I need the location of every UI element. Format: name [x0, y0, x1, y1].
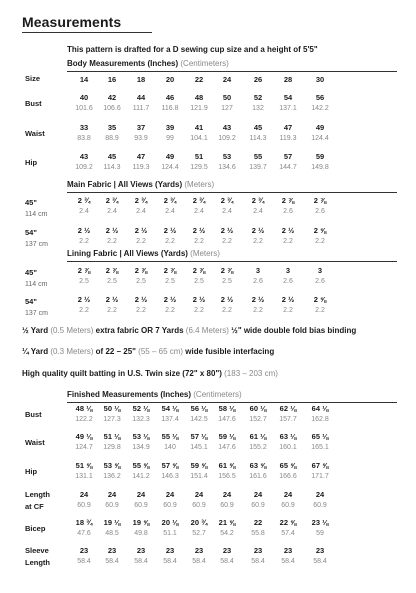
cm-cell: 149.8: [311, 164, 329, 171]
note-text: extra fabric OR 7 Yards: [95, 326, 186, 335]
yard-cell: 2 ½: [251, 295, 265, 304]
title-divider: [22, 32, 152, 33]
cm-cell: 124.7: [75, 444, 93, 451]
inch-cell: 43: [222, 123, 232, 132]
cm-cell: 116.8: [161, 105, 179, 112]
finished-measurements-heading-text: Finished Measurements (Inches): [67, 390, 194, 399]
inch-cell: 56 ⅛: [190, 404, 208, 413]
yard-cell: 2 ½: [192, 295, 206, 304]
inch-cell: 59: [315, 152, 325, 161]
cm-cell: 146.3: [161, 473, 179, 480]
yard-cell: 3: [255, 266, 261, 275]
inch-cell: 20 ⅛: [161, 518, 179, 527]
inch-cell: 23: [283, 546, 293, 555]
inch-cell: 52 ⅛: [132, 404, 150, 413]
cm-cell: 49.8: [134, 530, 148, 537]
cm-cell: 144.7: [279, 164, 297, 171]
cm-cell: 147.6: [218, 444, 236, 451]
fabric-width-metric-label: 114 cm: [25, 281, 48, 288]
inch-cell: 45: [253, 123, 263, 132]
meter-cell: 2.2: [283, 238, 293, 245]
lining-fabric-heading-divider: [67, 261, 397, 262]
inch-cell: 47: [283, 123, 293, 132]
yard-cell: 2 ¾: [251, 196, 265, 205]
meter-cell: 2.6: [283, 208, 293, 215]
cm-cell: 134.9: [132, 444, 150, 451]
meter-cell: 2.4: [107, 208, 117, 215]
size-cell: 28: [283, 75, 293, 84]
size-label: Size: [25, 74, 41, 83]
fabric-width-metric-label: 137 cm: [25, 310, 48, 317]
inch-cell: 63 ⅛: [279, 432, 297, 441]
inch-cell: 46: [165, 93, 175, 102]
inch-cell: 51 ⅛: [103, 432, 121, 441]
cm-cell: 55.8: [251, 530, 265, 537]
body-row-label: Hip: [25, 158, 38, 167]
inch-cell: 50 ⅛: [103, 404, 121, 413]
cm-cell: 151.4: [190, 473, 208, 480]
yard-cell: 2 ⅞: [313, 196, 327, 205]
cm-cell: 160.1: [279, 444, 297, 451]
intro-text: This pattern is drafted for a D sewing cup size and a height of 5'5": [67, 45, 318, 54]
cm-cell: 58.4: [77, 558, 91, 565]
inch-cell: 24: [79, 490, 89, 499]
inch-cell: 57 ⅝: [161, 461, 179, 470]
finished-row-label: Hip: [25, 467, 38, 476]
cm-cell: 58.4: [281, 558, 295, 565]
meter-cell: 2.4: [79, 208, 89, 215]
yard-cell: 2 ½: [134, 295, 148, 304]
cm-cell: 124.4: [311, 135, 329, 142]
finished-row-label: Sleeve: [25, 546, 49, 555]
inch-cell: 49: [315, 123, 325, 132]
cm-cell: 60.9: [281, 502, 295, 509]
inch-cell: 53 ⅛: [132, 432, 150, 441]
cm-cell: 124.4: [161, 164, 179, 171]
cm-cell: 162.8: [311, 416, 329, 423]
inch-cell: 23 ⅛: [311, 518, 329, 527]
meter-cell: 2.4: [222, 208, 232, 215]
finished-measurements-heading-divider: [67, 402, 397, 403]
main-fabric-heading: [67, 180, 214, 189]
finished-measurements-heading-metric: (Centimeters): [193, 390, 242, 399]
inch-cell: 61 ⅝: [218, 461, 236, 470]
inch-cell: 50: [222, 93, 232, 102]
cm-cell: 134.6: [218, 164, 236, 171]
meter-cell: 2.4: [165, 208, 175, 215]
inch-cell: 51: [194, 152, 204, 161]
finished-row-label-line2: Length: [25, 558, 50, 567]
inch-cell: 48: [194, 93, 204, 102]
size-cell: 14: [79, 75, 89, 84]
meter-cell: 2.5: [222, 278, 232, 285]
size-cell: 16: [107, 75, 117, 84]
inch-cell: 23: [107, 546, 117, 555]
main-fabric-heading-text: Main Fabric | All Views (Yards): [67, 180, 185, 189]
inch-cell: 45: [107, 152, 117, 161]
cm-cell: 140: [164, 444, 176, 451]
cm-cell: 58.4: [134, 558, 148, 565]
cm-cell: 60.9: [220, 502, 234, 509]
meter-cell: 2.4: [136, 208, 146, 215]
cm-cell: 83.8: [77, 135, 91, 142]
cm-cell: 58.4: [220, 558, 234, 565]
inch-cell: 19 ⅛: [103, 518, 121, 527]
inch-cell: 62 ⅛: [279, 404, 297, 413]
cm-cell: 58.4: [192, 558, 206, 565]
inch-cell: 19 ⅝: [132, 518, 150, 527]
cm-cell: 47.6: [77, 530, 91, 537]
fabric-width-label: 45": [25, 198, 37, 207]
note-metric: (0.3 Meters): [50, 347, 96, 356]
cm-cell: 88.9: [105, 135, 119, 142]
inch-cell: 56: [315, 93, 325, 102]
meter-cell: 2.2: [136, 238, 146, 245]
cm-cell: 109.2: [218, 135, 236, 142]
inch-cell: 47: [136, 152, 146, 161]
inch-cell: 49: [165, 152, 175, 161]
inch-cell: 48 ⅛: [75, 404, 93, 413]
cm-cell: 51.1: [163, 530, 177, 537]
yard-cell: 2 ½: [192, 226, 206, 235]
cm-cell: 157.7: [279, 416, 297, 423]
note-text: ¼ Yard: [22, 347, 51, 356]
yard-cell: 2 ⅞: [134, 266, 148, 275]
size-cell: 22: [194, 75, 204, 84]
cm-cell: 156.5: [218, 473, 236, 480]
cm-cell: 171.7: [311, 473, 329, 480]
meter-cell: 2.2: [136, 307, 146, 314]
yard-cell: 2 ⅞: [105, 266, 119, 275]
cm-cell: 114.3: [103, 164, 121, 171]
inch-cell: 54 ⅛: [161, 404, 179, 413]
cm-cell: 147.6: [218, 416, 236, 423]
meter-cell: 2.2: [107, 307, 117, 314]
yard-cell: 2 ⅝: [313, 226, 327, 235]
body-measurements-heading-text: Body Measurements (Inches): [67, 59, 181, 68]
meter-cell: 2.4: [194, 208, 204, 215]
meter-cell: 2.2: [79, 307, 89, 314]
inch-cell: 24: [194, 490, 204, 499]
yard-cell: 2 ¾: [220, 196, 234, 205]
inch-cell: 61 ⅛: [249, 432, 267, 441]
cm-cell: 93.9: [134, 135, 148, 142]
lining-fabric-heading-metric: (Meters): [190, 249, 220, 258]
supply-note: [22, 326, 356, 335]
inch-cell: 23: [253, 546, 263, 555]
meter-cell: 2.2: [79, 238, 89, 245]
yard-cell: 2 ½: [77, 295, 91, 304]
cm-cell: 119.3: [279, 135, 297, 142]
inch-cell: 65 ⅝: [279, 461, 297, 470]
inch-cell: 20 ¾: [190, 518, 208, 527]
meter-cell: 2.2: [165, 238, 175, 245]
note-text: ½ Yard: [22, 326, 51, 335]
note-text: of 22 – 25": [95, 347, 139, 356]
lining-fabric-heading: [67, 249, 220, 258]
inch-cell: 23: [315, 546, 325, 555]
inch-cell: 35: [107, 123, 117, 132]
inch-cell: 24: [253, 490, 263, 499]
inch-cell: 37: [136, 123, 146, 132]
meter-cell: 2.5: [79, 278, 89, 285]
cm-cell: 137.1: [279, 105, 297, 112]
meter-cell: 2.2: [315, 238, 325, 245]
main-fabric-heading-divider: [67, 192, 397, 193]
yard-cell: 2 ¾: [134, 196, 148, 205]
cm-cell: 60.9: [313, 502, 327, 509]
inch-cell: 24: [165, 490, 175, 499]
cm-cell: 60.9: [134, 502, 148, 509]
inch-cell: 23: [136, 546, 146, 555]
note-metric: (55 – 65 cm): [138, 347, 186, 356]
cm-cell: 48.5: [105, 530, 119, 537]
inch-cell: 44: [136, 93, 146, 102]
finished-row-label: Bicep: [25, 524, 46, 533]
yard-cell: 2 ½: [105, 226, 119, 235]
cm-cell: 142.2: [311, 105, 329, 112]
meter-cell: 2.2: [194, 238, 204, 245]
cm-cell: 52.7: [192, 530, 206, 537]
meter-cell: 2.2: [194, 307, 204, 314]
meter-cell: 2.2: [253, 238, 263, 245]
cm-cell: 60.9: [77, 502, 91, 509]
inch-cell: 63 ⅝: [249, 461, 267, 470]
inch-cell: 55: [253, 152, 263, 161]
fabric-width-label: 54": [25, 228, 37, 237]
body-measurements-heading: [67, 59, 229, 68]
inch-cell: 22 ⅝: [279, 518, 297, 527]
meter-cell: 2.2: [165, 307, 175, 314]
body-row-label: Bust: [25, 99, 42, 108]
cm-cell: 114.3: [249, 135, 267, 142]
inch-cell: 41: [194, 123, 204, 132]
inch-cell: 23: [79, 546, 89, 555]
yard-cell: 2 ½: [281, 295, 295, 304]
body-measurements-heading-divider: [67, 71, 397, 72]
meter-cell: 2.4: [253, 208, 263, 215]
cm-cell: 60.9: [105, 502, 119, 509]
cm-cell: 165.1: [311, 444, 329, 451]
inch-cell: 23: [194, 546, 204, 555]
note-text: ½" wide double fold bias binding: [231, 326, 357, 335]
meter-cell: 2.5: [136, 278, 146, 285]
yard-cell: 2 ½: [163, 295, 177, 304]
body-measurements-heading-metric: (Centimeters): [180, 59, 229, 68]
cm-cell: 127.3: [103, 416, 121, 423]
meter-cell: 2.2: [283, 307, 293, 314]
note-text: High quality quilt batting in U.S. Twin size (72" x 80"): [22, 369, 225, 378]
inch-cell: 60 ⅛: [249, 404, 267, 413]
size-cell: 24: [222, 75, 232, 84]
cm-cell: 145.1: [190, 444, 208, 451]
yard-cell: 2 ⅞: [192, 266, 206, 275]
cm-cell: 58.4: [105, 558, 119, 565]
inch-cell: 24: [136, 490, 146, 499]
cm-cell: 101.6: [75, 105, 93, 112]
inch-cell: 42: [107, 93, 117, 102]
yard-cell: 2 ⅞: [281, 196, 295, 205]
note-text: wide fusible interfacing: [185, 347, 275, 356]
finished-row-label: Bust: [25, 410, 42, 419]
finished-measurements-heading: [67, 390, 242, 399]
size-cell: 26: [253, 75, 263, 84]
cm-cell: 60.9: [251, 502, 265, 509]
cm-cell: 137.4: [161, 416, 179, 423]
cm-cell: 129.8: [103, 444, 121, 451]
yard-cell: 2 ¾: [77, 196, 91, 205]
inch-cell: 58 ⅛: [218, 404, 236, 413]
cm-cell: 60.9: [192, 502, 206, 509]
cm-cell: 58.4: [251, 558, 265, 565]
inch-cell: 49 ⅛: [75, 432, 93, 441]
inch-cell: 24: [315, 490, 325, 499]
yard-cell: 2 ½: [77, 226, 91, 235]
fabric-width-label: 54": [25, 297, 37, 306]
size-cell: 18: [136, 75, 146, 84]
inch-cell: 67 ⅝: [311, 461, 329, 470]
inch-cell: 54: [283, 93, 293, 102]
cm-cell: 142.5: [190, 416, 208, 423]
size-cell: 20: [165, 75, 175, 84]
inch-cell: 57 ⅛: [190, 432, 208, 441]
yard-cell: 2 ⅞: [163, 266, 177, 275]
supply-note: [22, 369, 278, 378]
fabric-width-metric-label: 137 cm: [25, 241, 48, 248]
cm-cell: 155.2: [249, 444, 267, 451]
meter-cell: 2.5: [165, 278, 175, 285]
inch-cell: 52: [253, 93, 263, 102]
cm-cell: 161.6: [249, 473, 267, 480]
note-metric: (6.4 Meters): [185, 326, 232, 335]
meter-cell: 2.2: [315, 307, 325, 314]
cm-cell: 104.1: [190, 135, 208, 142]
fabric-width-label: 45": [25, 268, 37, 277]
fabric-width-metric-label: 114 cm: [25, 211, 48, 218]
inch-cell: 55 ⅝: [132, 461, 150, 470]
inch-cell: 23: [222, 546, 232, 555]
inch-cell: 51 ⅝: [75, 461, 93, 470]
yard-cell: 2 ½: [134, 226, 148, 235]
inch-cell: 64 ⅛: [311, 404, 329, 413]
inch-cell: 22: [253, 518, 263, 527]
cm-cell: 106.6: [103, 105, 121, 112]
inch-cell: 24: [222, 490, 232, 499]
yard-cell: 2 ½: [105, 295, 119, 304]
cm-cell: 139.7: [249, 164, 267, 171]
meter-cell: 2.5: [107, 278, 117, 285]
cm-cell: 111.7: [132, 105, 150, 112]
cm-cell: 59: [316, 530, 324, 537]
finished-row-label: Waist: [25, 438, 45, 447]
inch-cell: 40: [79, 93, 89, 102]
cm-cell: 132: [252, 105, 264, 112]
yard-cell: 2 ½: [281, 226, 295, 235]
cm-cell: 57.4: [281, 530, 295, 537]
yard-cell: 2 ½: [220, 295, 234, 304]
inch-cell: 18 ¾: [75, 518, 93, 527]
inch-cell: 24: [107, 490, 117, 499]
main-fabric-heading-metric: (Meters): [184, 180, 215, 189]
inch-cell: 24: [283, 490, 293, 499]
cm-cell: 119.3: [132, 164, 150, 171]
cm-cell: 136.2: [103, 473, 121, 480]
meter-cell: 2.2: [253, 307, 263, 314]
cm-cell: 109.2: [75, 164, 93, 171]
yard-cell: 2 ⅝: [313, 295, 327, 304]
inch-cell: 23: [165, 546, 175, 555]
meter-cell: 2.5: [194, 278, 204, 285]
inch-cell: 65 ⅛: [311, 432, 329, 441]
inch-cell: 43: [79, 152, 89, 161]
yard-cell: 3: [285, 266, 291, 275]
inch-cell: 39: [165, 123, 175, 132]
cm-cell: 127: [221, 105, 233, 112]
supply-note: [22, 347, 274, 356]
cm-cell: 99: [166, 135, 174, 142]
meter-cell: 2.2: [222, 238, 232, 245]
yard-cell: 2 ¾: [163, 196, 177, 205]
inch-cell: 55 ⅛: [161, 432, 179, 441]
cm-cell: 152.7: [249, 416, 267, 423]
meter-cell: 2.6: [253, 278, 263, 285]
cm-cell: 58.4: [163, 558, 177, 565]
cm-cell: 121.9: [190, 105, 208, 112]
meter-cell: 2.6: [315, 278, 325, 285]
cm-cell: 166.6: [279, 473, 297, 480]
yard-cell: 2 ⅞: [220, 266, 234, 275]
body-row-label: Waist: [25, 129, 45, 138]
yard-cell: 2 ¾: [105, 196, 119, 205]
meter-cell: 2.2: [107, 238, 117, 245]
finished-row-label-line2: at CF: [25, 502, 44, 511]
note-metric: (183 – 203 cm): [224, 369, 278, 378]
inch-cell: 53: [222, 152, 232, 161]
note-metric: (0.5 Meters): [50, 326, 96, 335]
inch-cell: 33: [79, 123, 89, 132]
yard-cell: 2 ⅞: [77, 266, 91, 275]
inch-cell: 57: [283, 152, 293, 161]
cm-cell: 122.2: [75, 416, 93, 423]
yard-cell: 2 ½: [251, 226, 265, 235]
yard-cell: 3: [317, 266, 323, 275]
size-cell: 30: [315, 75, 325, 84]
inch-cell: 59 ⅛: [218, 432, 236, 441]
cm-cell: 54.2: [220, 530, 234, 537]
page-title: Measurements: [22, 14, 122, 30]
inch-cell: 21 ⅝: [218, 518, 236, 527]
cm-cell: 129.5: [190, 164, 208, 171]
yard-cell: 2 ½: [220, 226, 234, 235]
meter-cell: 2.6: [283, 278, 293, 285]
lining-fabric-heading-text: Lining Fabric | All Views (Yards): [67, 249, 191, 258]
cm-cell: 132.3: [132, 416, 150, 423]
cm-cell: 60.9: [163, 502, 177, 509]
inch-cell: 59 ⅝: [190, 461, 208, 470]
inch-cell: 53 ⅝: [103, 461, 121, 470]
yard-cell: 2 ¾: [192, 196, 206, 205]
cm-cell: 131.1: [75, 473, 93, 480]
meter-cell: 2.6: [315, 208, 325, 215]
yard-cell: 2 ½: [163, 226, 177, 235]
finished-row-label: Length: [25, 490, 50, 499]
cm-cell: 58.4: [313, 558, 327, 565]
cm-cell: 141.2: [132, 473, 150, 480]
meter-cell: 2.2: [222, 307, 232, 314]
